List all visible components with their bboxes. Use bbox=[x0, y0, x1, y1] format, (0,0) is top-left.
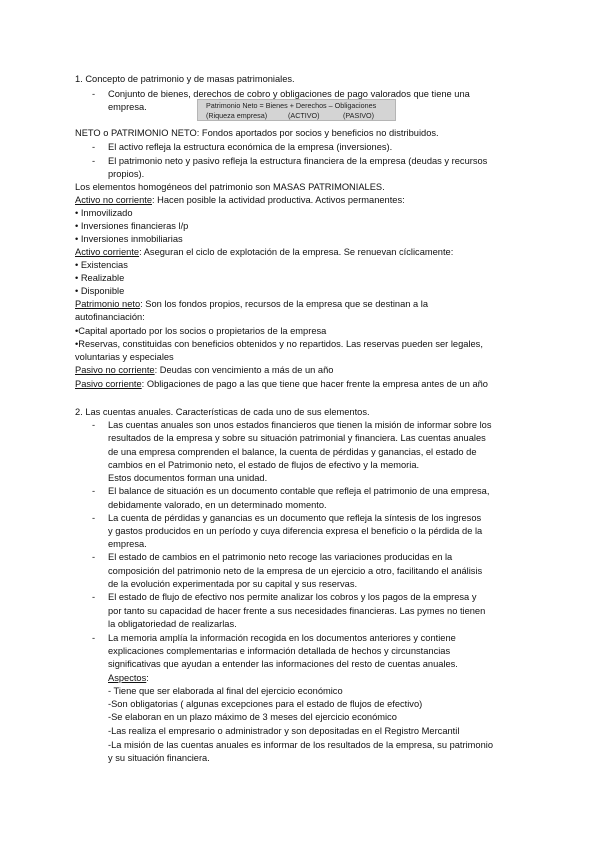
aspecto-item: -Son obligatorias ( algunas excepciones para el estado de flujos de efectivo) bbox=[108, 699, 423, 709]
bullet-dash: - bbox=[92, 142, 96, 152]
bullet-dash: - bbox=[92, 633, 96, 643]
activo-corriente-def bbox=[75, 246, 453, 258]
bullet-dash: - bbox=[92, 552, 96, 562]
aspecto-item: - Tiene que ser elaborada al final del ejercicio económico bbox=[108, 686, 343, 696]
paragraph-line: cambios en el Patrimonio neto, el estado de flujos de efectivo y la memoria. bbox=[108, 460, 420, 470]
list-item: •Capital aportado por los socios o propietarios de la empresa bbox=[75, 326, 327, 336]
term: Activo corriente bbox=[75, 247, 140, 257]
bullet-text: propios). bbox=[108, 169, 145, 179]
list-item: • Disponible bbox=[75, 286, 125, 296]
pasivo-corriente-def bbox=[75, 378, 488, 390]
formula-note-pasivo: (PASIVO) bbox=[343, 111, 375, 120]
paragraph-line: significativas que ayudan a entender las informaciones del resto de cuentas anuales. bbox=[108, 659, 458, 669]
list-item: • Realizable bbox=[75, 273, 125, 283]
paragraph-line: y gastos producidos en un período y cuya diferencia expresa el beneficio o la pérdida de la bbox=[108, 526, 483, 536]
paragraph-line: El balance de situación es un documento contable que refleja el patrimonio de una empresa, bbox=[108, 486, 490, 496]
term: Aspectos bbox=[108, 673, 147, 683]
paragraph-line: La memoria amplía la información recogida en los documentos anteriores y contiene bbox=[108, 633, 456, 643]
aspecto-item: -Se elaboran en un plazo máximo de 3 meses del ejercicio económico bbox=[108, 712, 397, 722]
bullet-dash: - bbox=[92, 486, 96, 496]
definition: : Hacen posible la actividad productiva. Activos permanentes: bbox=[152, 195, 405, 205]
term: Pasivo no corriente bbox=[75, 365, 155, 375]
paragraph-line: Las cuentas anuales son unos estados financieros que tienen la misión de informar sobre los bbox=[108, 420, 492, 430]
patrimonio-neto-def bbox=[75, 298, 428, 310]
masas-statement: Los elementos homogéneos del patrimonio son MASAS PATRIMONIALES. bbox=[75, 182, 385, 192]
paragraph-line: Estos documentos forman una unidad. bbox=[108, 473, 268, 483]
bullet-dash: - bbox=[92, 592, 96, 602]
list-item: • Inmovilizado bbox=[75, 208, 133, 218]
definition: : Obligaciones de pago a las que tiene que hacer frente la empresa antes de un año bbox=[141, 379, 488, 389]
list-item: •Reservas, constituidas con beneficios obtenidos y no repartidos. Las reservas pueden ser legales, bbox=[75, 339, 483, 349]
paragraph-line: La cuenta de pérdidas y ganancias es un documento que refleja la síntesis de los ingresos bbox=[108, 513, 482, 523]
bullet-dash: - bbox=[92, 420, 96, 430]
list-item: • Inversiones financieras l/p bbox=[75, 221, 189, 231]
aspecto-item: -Las realiza el empresario o administrador y son depositadas en el Registro Mercantil bbox=[108, 726, 460, 736]
definition-cont: autofinanciación: bbox=[75, 312, 145, 322]
paragraph-line: explicaciones complementarias e información detallada de hechos y circunstancias bbox=[108, 646, 451, 656]
intro-line: Conjunto de bienes, derechos de cobro y obligaciones de pago valorados que tiene una bbox=[108, 89, 470, 99]
bullet-text: El patrimonio neto y pasivo refleja la estructura financiera de la empresa (deudas y recursos bbox=[108, 156, 488, 166]
bullet-dash: - bbox=[92, 156, 96, 166]
paragraph-line: empresa. bbox=[108, 539, 147, 549]
intro-line: empresa. bbox=[108, 102, 147, 112]
paragraph-line: debidamente valorado, en un determinado momento. bbox=[108, 500, 327, 510]
list-item-cont: voluntarias y especiales bbox=[75, 352, 174, 362]
colon: : bbox=[146, 673, 149, 683]
aspecto-item: -La misión de las cuentas anuales es informar de los resultados de la empresa, su patrimonio bbox=[108, 740, 493, 750]
definition: : Deudas con vencimiento a más de un año bbox=[154, 365, 334, 375]
list-item: • Inversiones inmobiliarias bbox=[75, 234, 183, 244]
formula-note-riqueza: (Riqueza empresa) bbox=[206, 111, 268, 120]
bullet-dash: - bbox=[92, 89, 96, 99]
definition: : Aseguran el ciclo de explotación de la empresa. Se renuevan cíclicamente: bbox=[139, 247, 454, 257]
list-item: • Existencias bbox=[75, 260, 128, 270]
paragraph-line: composición del patrimonio neto de la empresa de un ejercicio a otro, facilitando el análisis bbox=[108, 566, 483, 576]
activo-no-corriente-def bbox=[75, 194, 405, 206]
paragraph-line: la obligatoriedad de realizarlas. bbox=[108, 619, 237, 629]
neto-definition: NETO o PATRIMONIO NETO: Fondos aportados por socios y beneficios no distribuidos. bbox=[75, 128, 439, 138]
paragraph-line: El estado de flujo de efectivo nos permite analizar los cobros y los pagos de la empresa y bbox=[108, 592, 477, 602]
bullet-text: El activo refleja la estructura económica de la empresa (inversiones). bbox=[108, 142, 393, 152]
section2-title: 2. Las cuentas anuales. Características de cada uno de sus elementos. bbox=[75, 407, 370, 417]
patrimonio-formula-image bbox=[197, 99, 396, 121]
paragraph-line: por tanto su capacidad de hacer frente a sus necesidades financieras. Las pymes no tienen bbox=[108, 606, 486, 616]
term: Pasivo corriente bbox=[75, 379, 142, 389]
term: Activo no corriente bbox=[75, 195, 152, 205]
formula-note-activo: (ACTIVO) bbox=[288, 111, 320, 120]
formula-equation: Patrimonio Neto = Bienes + Derechos – Obligaciones bbox=[206, 101, 377, 110]
paragraph-line: resultados de la empresa y sobre su situación patrimonial y financiera. Las cuentas anuales bbox=[108, 433, 486, 443]
aspecto-item: y su situación financiera. bbox=[108, 753, 210, 763]
section1-title: 1. Concepto de patrimonio y de masas patrimoniales. bbox=[75, 74, 295, 84]
pasivo-no-corriente-def bbox=[75, 364, 333, 376]
term: Patrimonio neto bbox=[75, 299, 141, 309]
paragraph-line: de una empresa comprenden el balance, la cuenta de pérdidas y ganancias, el estado de bbox=[108, 447, 477, 457]
paragraph-line: de la evolución experimentada por su capital y sus reservas. bbox=[108, 579, 358, 589]
paragraph-line: El estado de cambios en el patrimonio neto recoge las variaciones producidas en la bbox=[108, 552, 453, 562]
bullet-dash: - bbox=[92, 513, 96, 523]
definition: : Son los fondos propios, recursos de la empresa que se destinan a la bbox=[140, 299, 428, 309]
aspectos-heading bbox=[108, 672, 149, 684]
